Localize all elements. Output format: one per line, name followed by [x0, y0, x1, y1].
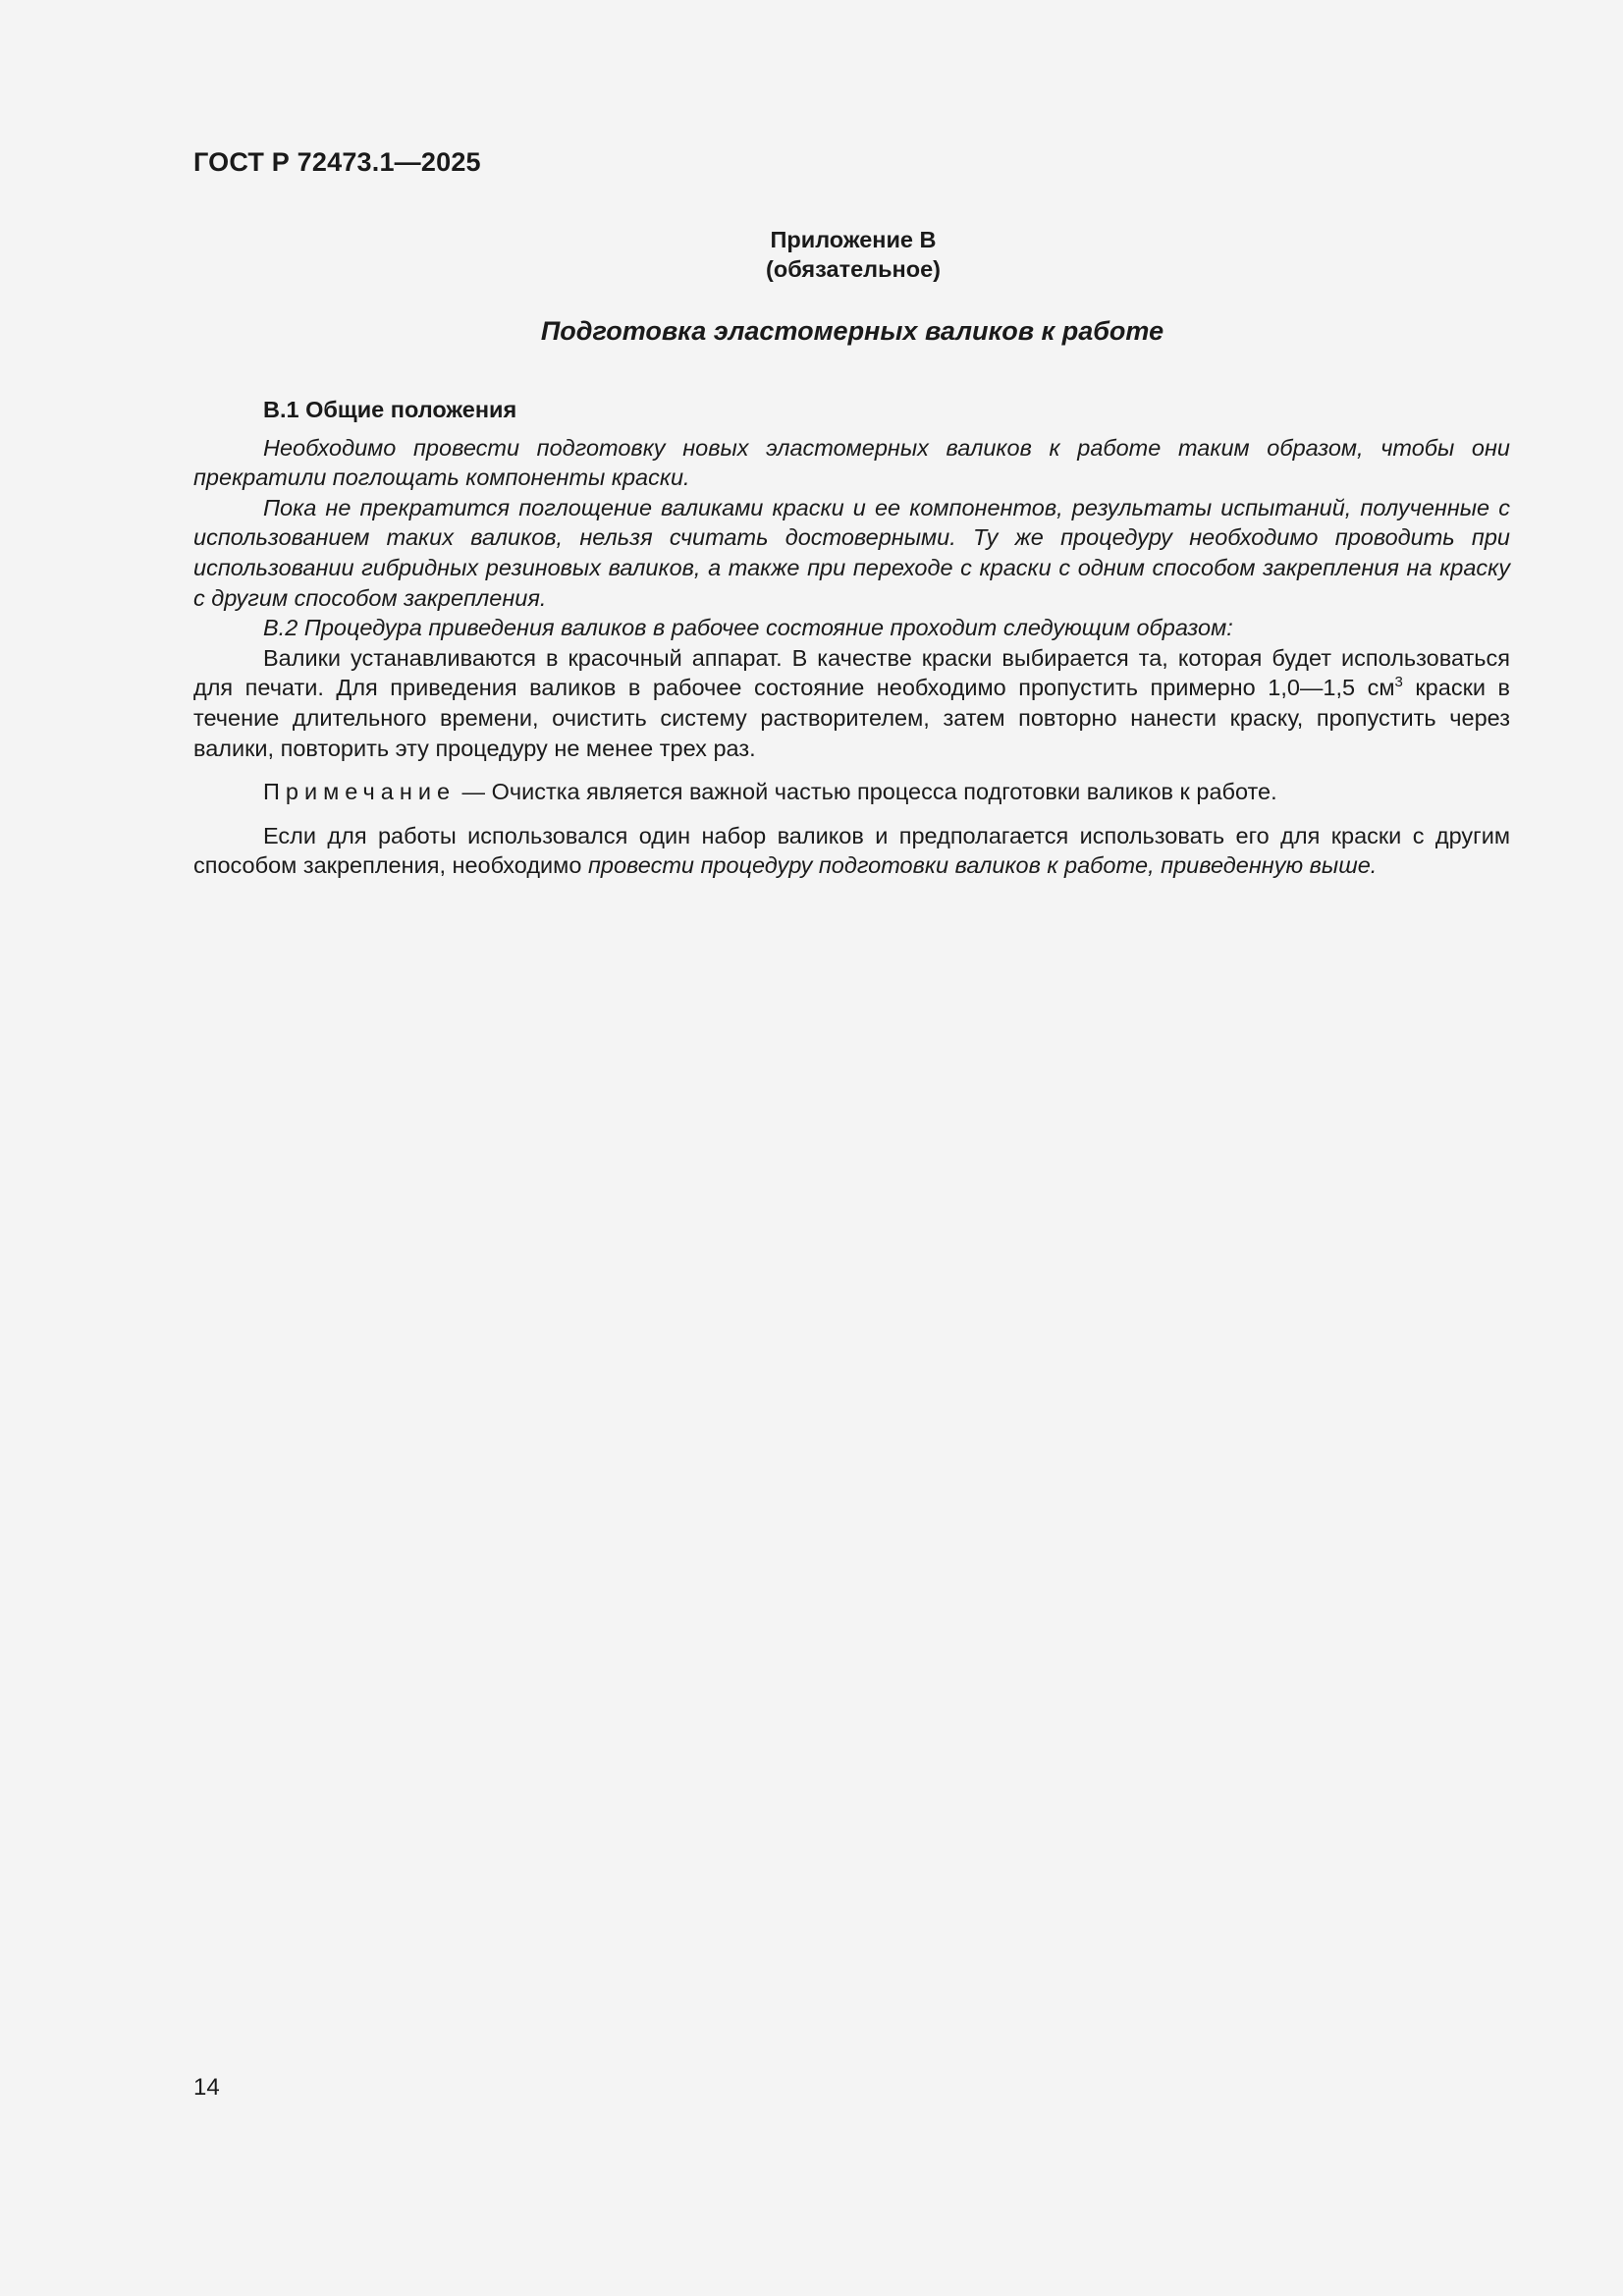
annex-status: (обязательное) [766, 256, 941, 282]
procedure-text-part-2: краски в течение длительного времени, очистить систему растворителем, затем повторно нанести краску, пропустить через валики, повторить эту процедуру не менее трех раз. [193, 675, 1510, 761]
note-paragraph [193, 777, 1510, 807]
section-b1-paragraph-2: Пока не прекратится поглощение валиками краски и ее компонентов, результаты испытаний, полученные с использованием таких валиков, нельзя считать достоверными. Ту же процедуру необходимо проводить при использовании гибридных резиновых валиков, а также при переходе с краски с одним способом закрепления на краску с другим способом закрепления. [193, 494, 1510, 611]
section-b2-intro: В.2 Процедура приведения валиков в рабочее состояние проходит следующим образом: [263, 615, 1233, 641]
superscript-3: 3 [1394, 674, 1403, 691]
final-text-plain: Если для работы использовался один набор валиков и предполагается использовать его для краски с другим способом закрепления, необходимо [193, 822, 1510, 879]
final-text-italic: провести процедуру подготовки валиков к работе, приведенную выше. [587, 852, 1378, 879]
note-label: Примечание [263, 779, 457, 805]
section-b2-procedure-paragraph [193, 643, 1510, 763]
annex-heading: Подготовка эластомерных валиков к работе [540, 316, 1164, 346]
note-text: — Очистка является важной частью процесса подготовки валиков к работе. [456, 779, 1277, 805]
final-paragraph [193, 821, 1510, 881]
page-number: 14 [193, 2074, 220, 2101]
document-body [193, 395, 1510, 881]
section-b1-heading: В.1 Общие положения [263, 397, 517, 422]
annex-title: Приложение В [770, 227, 937, 252]
document-code-header: ГОСТ Р 72473.1—2025 [193, 147, 481, 177]
annex-title-block [193, 225, 1511, 284]
section-b1-paragraph-1: Необходимо провести подготовку новых эластомерных валиков к работе таким образом, чтобы они прекратили поглощать компоненты краски. [193, 434, 1510, 491]
procedure-text-part-1: Валики устанавливаются в красочный аппарат. В качестве краски выбирается та, которая будет использоваться для печати. Для приведения валиков в рабочее состояние необходимо пропустить примерно 1,0—1,5 см [193, 644, 1510, 701]
